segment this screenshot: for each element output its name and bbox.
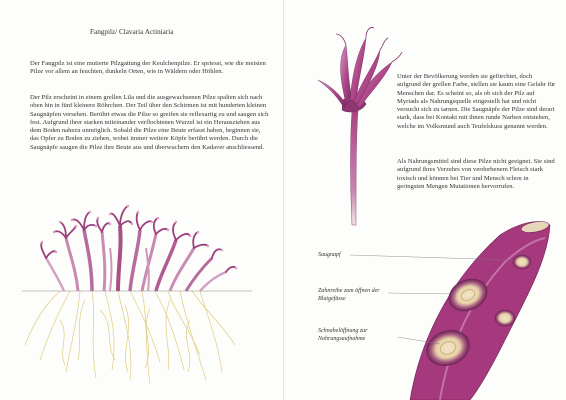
population-paragraph: Unter der Bevölkerung werden sie gefürchtet, doch aufgrund der grellen Farbe, stellen sie kaum eine Gefahr für Menschen dar. Es scheint so, als ob sich der Pilz auf Myriads als Nahrungsquelle eingestellt hat und nicht versucht sich zu tarnen. Die Saugnäpfe der Pilze sind derart stark, dass bei Kontakt mit ihnen runde Narben entstehen, welche im Volksmund auch Teufelskuss genannt werden.: [397, 73, 556, 130]
fungus-stalks: [46, 226, 226, 291]
toxicity-paragraph: Als Nahrungsmittel sind diese Pilze nicht geeignet. Sie sind aufgrund ihres Verzehrs von verdorbenem Fleisch stark toxisch und können bei Tier und Mensch schon in geringsten Mengen Mutationen hervorrufen.: [397, 158, 555, 190]
single-fungus-illustration: [318, 27, 402, 225]
tentacle-body: [410, 222, 550, 400]
tentacle-detail-illustration: [350, 220, 550, 400]
label-zahnreihe: Zahnreihe zum öffnen der Blutgefässe: [318, 288, 380, 302]
sucker-top: [513, 255, 531, 269]
label-saugnapf: Saugnapf: [318, 252, 341, 258]
root-network: [25, 291, 235, 384]
fungus-stalk: [351, 110, 359, 225]
label-schnabel: Schnabelöffnung zur Nahrungsaufnahme: [318, 328, 368, 342]
intro-paragraph: Der Fangpilz ist eine mutierte Pilzgattung der Keulchenpilze. Er spriesst, wie die meisten Pilze vor allem an feuchten, dunkeln Orten, wie in Wäldern oder Höhlen.: [30, 60, 266, 76]
description-paragraph: Der Pilz erscheint in einem grellen Lila und die ausgewachsenen Pilze spalten sich nach oben hin in fünf kleinere Röhrchen. Der Teil über den Schirmen ist mit hunderten kleinen Saugnäpfen versehen. Berührt etwas die Pilze so greifen sie reflexartig zu und saugen sich fest. Aufgrund ihrer starken miteinander verflochtenen Wurzel ist ein Herausziehen aus dem Boden nahezu unmöglich. Sobald die Pilze eine Beute erfasst haben, beginnen sie, das Opfer zu Boden zu ziehen, wobei immer weitere Köpfe berührt werden. Durch die Saugnäpfe saugen die Pilze ihre Beute aus und überwuchern den Kadaver anschliessend.: [30, 94, 269, 151]
sucker-small: [495, 310, 515, 326]
fungus-colony-illustration: [22, 205, 252, 384]
page-title: Fangpilz/ Clavaria Actiniaria: [90, 28, 174, 36]
